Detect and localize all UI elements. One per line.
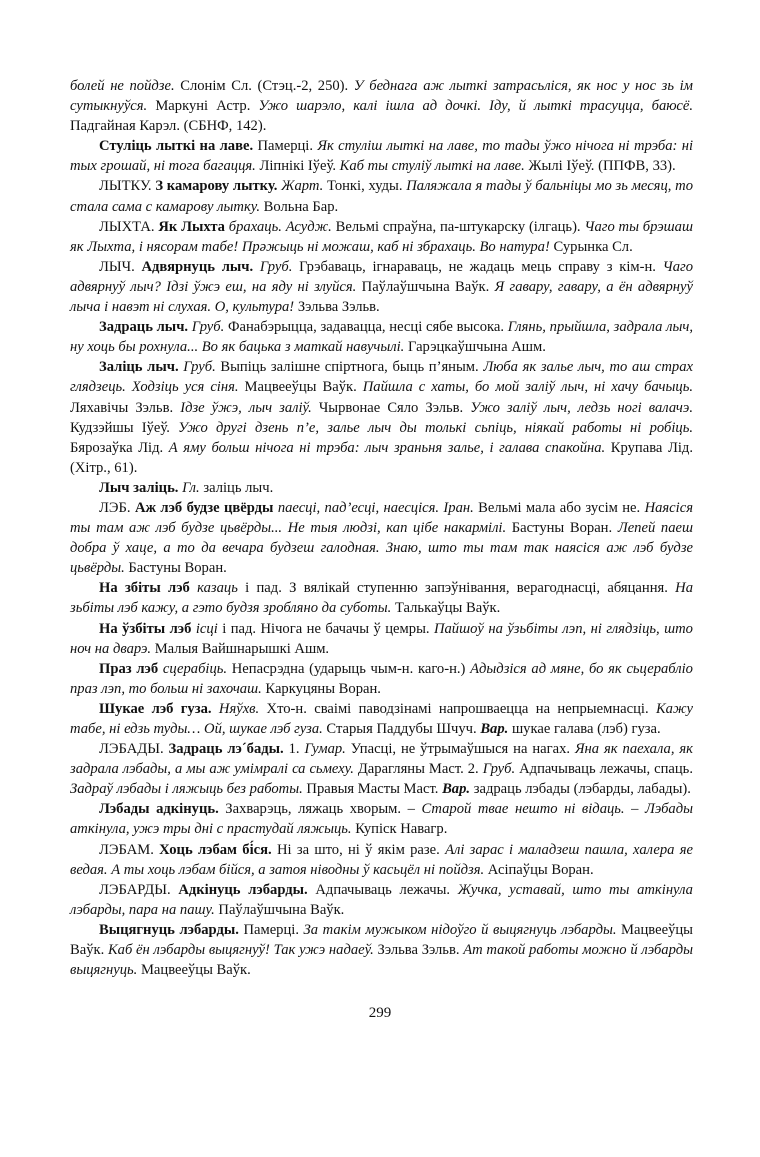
dictionary-entry xyxy=(70,217,693,257)
entry-example: Каб ты стуліў лыткі на лаве. xyxy=(339,158,525,175)
entry-headword: З камарову лытку. xyxy=(155,178,278,195)
entry-text: Сурынка Сл. xyxy=(549,238,633,255)
entry-example: сцерабіць. xyxy=(162,660,228,677)
dictionary-entry xyxy=(70,478,693,498)
entry-headword: Адвярнуць лыч. xyxy=(141,258,254,275)
entry-text: Адпачываць лежачы. xyxy=(307,881,458,898)
entry-text: Непасрэдна (ударыць чым-н. каго-н.) xyxy=(227,660,471,677)
entry-text: Жылі Іўеў. (ППФВ, 33). xyxy=(524,158,676,175)
entry-text: Бастуны Воран. xyxy=(124,560,227,577)
entry-example: Жарт. xyxy=(281,178,324,195)
entry-example: Алі зарас і маладзеш пашла, халера яе ведая. А ты хоць лэбам бійся, а затоя ніводны ў касьцёл ні пойдзя. xyxy=(70,841,693,878)
entry-text: Гарэцкаўшчына Ашм. xyxy=(404,339,546,356)
entry-example: Ат такой работы можно й лэбарды выцягнуць. xyxy=(70,942,693,979)
entry-headword: Шукае лэб гуза. xyxy=(99,700,212,717)
dictionary-entry xyxy=(70,176,693,216)
entry-example: брахаць. Асудж. xyxy=(228,218,332,235)
entry-example: Як стуліш лыткі на лаве, то тады ўжо нічога ні трэба: ні тых грошай, ні тога багацця. xyxy=(70,138,694,175)
entry-example: Наясіся ты там аж лэб будзе цьвёрды... Не тыя людзі, кап цібе накармілі. xyxy=(70,499,693,537)
entry-text: Дарагляны Маст. 2. xyxy=(353,761,483,778)
entry-example: казаць xyxy=(197,580,238,597)
dictionary-entry xyxy=(70,257,693,317)
entry-text: Паўлаўшчына Ваўк. xyxy=(356,278,495,295)
entry-headword: Лэбады адкінуць. xyxy=(99,801,219,818)
entry-example: Груб. xyxy=(482,761,516,778)
dictionary-entry xyxy=(70,578,693,618)
variant-label: Вар. xyxy=(442,781,471,798)
dictionary-entry xyxy=(70,880,693,920)
entry-text: Крупава Лід. (Хітр., 61). xyxy=(70,439,693,476)
dictionary-entry xyxy=(70,840,693,880)
entry-text: ЛЭБАРДЫ. xyxy=(99,881,179,898)
entry-text: ЛЭБ. xyxy=(99,499,135,516)
entry-text: ЛЫХТА. xyxy=(99,218,159,235)
entry-text: Вельмі мала або зусім не. xyxy=(473,499,645,516)
entry-example: Чаго адвярнуў лыч? Ідзі ўжэ еш, на яду ні злуйся. xyxy=(70,258,694,295)
entry-text: Памерці. xyxy=(238,921,304,938)
entry-example: Глянь, прыйшла, задрала лыч, ну хоць бы рохнула... Во як бацька з маткай навучылі. xyxy=(70,319,693,356)
dictionary-page-body xyxy=(70,76,693,980)
entry-text: Тонкі, худы. xyxy=(323,178,407,195)
dictionary-entry xyxy=(70,699,693,739)
entry-example: Адыдзіся ад мяне, бо як сьцерабліо праз лэп, то больш ні захочаш. xyxy=(70,660,693,697)
entry-text: Маркуні Астр. xyxy=(147,98,259,115)
entry-headword: Адкінуць лэбарды. xyxy=(178,881,308,898)
entry-text: Мацвееўцы Ваўк. xyxy=(70,921,693,959)
entry-text xyxy=(212,701,219,717)
dictionary-entry xyxy=(70,498,693,578)
dictionary-entry xyxy=(70,739,693,799)
dictionary-entry xyxy=(70,136,693,176)
entry-example: паесці, пад’есці, наесціся. Іран. xyxy=(277,499,474,516)
entry-text: Кудзэйшы Іўеў. xyxy=(70,419,179,436)
entry-text: Зэльва Зэльв. xyxy=(294,299,380,316)
entry-example: Груб. xyxy=(259,258,293,275)
entry-headword: Як Лыхта xyxy=(158,218,225,235)
entry-example: болей не пойдзе. xyxy=(70,78,175,94)
entry-example: Ужо заліў лыч, ледзь ногі валачэ. xyxy=(470,399,693,416)
entry-example: Люба як залье лыч, то аш страх глядзець. Ходзіць уся сіня. xyxy=(70,359,693,396)
entry-example: Гл. xyxy=(182,479,200,496)
entry-example: Каб ён лэбарды выцягнуў! Так ужэ надаеў. xyxy=(107,942,374,959)
variant-label: Вар. xyxy=(480,721,509,737)
entry-text: Вельмі спраўна, па-штукарску (ілгаць). xyxy=(331,218,585,235)
entry-headword: Выцягнуць лэбарды. xyxy=(99,921,239,938)
entry-example: А яму больш нічога ні трэба: лыч зраньня залье, і галава спакойна. xyxy=(168,439,606,456)
entry-text: заліць лыч. xyxy=(199,479,274,496)
entry-text: ЛЫЧ. xyxy=(99,258,142,275)
entry-example: У беднага аж лыткі затрасьліся, як нос у нос зь ім сутыкнуўся. xyxy=(70,78,693,115)
entry-text: Памерці. xyxy=(253,138,318,155)
entry-text: Мацвееўцы Ваўк. xyxy=(137,962,251,979)
entry-headword: Хоць лэбам бі́ся. xyxy=(159,841,272,858)
entry-text: Упасці, не ўтрымаўшыся на нагах. xyxy=(345,741,575,758)
entry-example: Яна як паехала, як задрала лэбады, а мы аж умімралі са сьмеху. xyxy=(70,741,693,778)
entry-example: Пайшла с хаты, бо мой заліў лыч, ні хачу бачыць. xyxy=(362,379,693,396)
entry-headword: Праз лэб xyxy=(99,660,159,677)
dictionary-entry xyxy=(70,659,693,699)
entry-example: За такім мужыком нідоўго й выцягнуць лэбарды. xyxy=(303,921,617,938)
entry-example: Ідзе ўжэ, лыч заліў. xyxy=(180,399,312,416)
entry-example: Кажу табе, ні едзь туды… Ой, шукае лэб гуза. xyxy=(70,700,693,737)
entry-text: Вольна Бар. xyxy=(260,198,339,215)
entry-text: Асіпаўцы Воран. xyxy=(484,861,594,878)
entry-headword: На збіты лэб xyxy=(99,580,190,597)
entry-text: Бастуны Воран. xyxy=(506,520,618,537)
entry-example: Груб. xyxy=(183,359,216,376)
entry-example: Няўхв. xyxy=(218,700,260,717)
entry-text: ЛЭБАМ. xyxy=(99,841,160,858)
entry-headword: На ўзбіты лэб xyxy=(99,620,192,637)
entry-text: задраць лэбады (лэбарды, лабады). xyxy=(470,781,691,798)
entry-text: Мацвееўцы Ваўк. xyxy=(238,379,363,396)
dictionary-entry xyxy=(70,799,693,839)
entry-text: ЛЫТКУ. xyxy=(99,178,156,195)
entry-text: Старыя Паддубы Шчуч. xyxy=(322,721,481,737)
entry-text: Слонім Сл. (Стэц.-2, 250). xyxy=(174,78,354,94)
entry-headword: Заліць лыч. xyxy=(99,359,179,376)
entry-example: Жучка, уставай, што ты аткінула лэбарды, пара на пашу. xyxy=(70,881,693,918)
entry-text: шукае галава (лэб) гуза. xyxy=(508,721,661,737)
entry-example: ісці xyxy=(195,620,218,637)
entry-text: Ліпнікі Іўеў. xyxy=(255,158,340,175)
entry-text: Захварэць, ляжаць хворым. – xyxy=(218,801,422,818)
entry-text: Ні за што, ні ў якім разе. xyxy=(271,841,446,858)
entry-example: Груб. xyxy=(191,319,225,336)
entry-text: Выпіць залішне спіртнога, быць п’яным. xyxy=(215,359,484,376)
entry-example: Гумар. xyxy=(304,741,346,758)
entry-text: Паўлаўшчына Ваўк. xyxy=(214,901,345,918)
entry-text: Каркуцяны Воран. xyxy=(261,680,381,697)
dictionary-entry xyxy=(70,317,693,357)
entry-example: Задраў лэбады і ляжыць без работы. xyxy=(70,781,303,798)
entry-text: і пад. Нічога не бачачы ў цемры. xyxy=(217,620,434,637)
entry-text: Хто-н. сваімі паводзінамі напрошваецца на непрыемнасці. xyxy=(259,700,656,717)
entry-text: Бярозаўка Лід. xyxy=(70,439,169,456)
entry-text: Ляхавічы Зэльв. xyxy=(70,399,181,416)
entry-headword: Стуліць лыткі на лаве. xyxy=(99,138,254,155)
entry-example: Ужо шарэло, калі ішла ад дочкі. Іду, й лыткі трасуцца, баюсё. xyxy=(258,98,693,115)
entry-text: Падгайная Карэл. (СБНФ, 142). xyxy=(70,118,267,135)
entry-example: На зьбіты лэб кажу, а гэто будзя зробляно да суботы. xyxy=(70,580,694,617)
entry-example: Я гавару, гавару, а ён адвярнуў лыча і навэт ні слухая. О, культура! xyxy=(70,278,694,316)
entry-example: Чаго ты брэшаш як Лыхта, і нясорам табе! Прəжыць ні можаш, каб ні збрахаць. Во натура! xyxy=(70,218,693,255)
dictionary-entry xyxy=(70,619,693,659)
entry-text xyxy=(253,259,260,275)
entry-headword: Задраць лэ´бады. xyxy=(168,741,284,758)
entry-text: Талькаўцы Ваўк. xyxy=(391,600,501,617)
entry-example: Ужо другі дзень п’е, залье лыч ды толькі сьпіць, ніякай работы ні робіць. xyxy=(178,419,693,436)
page-number: 299 xyxy=(368,1005,392,1021)
entry-headword: Задраць лыч. xyxy=(99,319,189,336)
entry-text: Малыя Вайшнарышкі Ашм. xyxy=(151,640,330,657)
dictionary-entry xyxy=(70,357,693,478)
entry-example: Старой твае нешто ні відаць. – Лэбады аткінула, ужэ тры дні с прастудай ляжыць. xyxy=(70,801,693,838)
entry-text: Адпачываць лежачы, спаць. xyxy=(515,761,693,778)
entry-text: Чырвонае Сяло Зэльв. xyxy=(311,399,471,416)
entry-text: Правыя Масты Маст. xyxy=(302,781,443,798)
entry-text: Купіск Навагр. xyxy=(351,821,448,838)
dictionary-entry xyxy=(70,920,693,980)
entry-example: Пайшоў на ўзьбіты лэп, ні глядзіць, што ноч на дварэ. xyxy=(70,620,693,657)
entry-text: Зэльва Зэльв. xyxy=(373,942,464,959)
entry-headword: Аж лэб будзе цвёрды xyxy=(134,499,274,516)
entry-text: Грэбаваць, ігнараваць, не жадаць мець справу з кім-н. xyxy=(292,258,663,275)
entry-text: і пад. З вялікай ступенню запэўнівання, верагоднасці, абяцання. xyxy=(237,580,676,597)
entry-example: Паляжала я тады ў бальніцы мо зь месяц, то стала сама с камарову лытку. xyxy=(70,178,693,215)
entry-example: Лепей паеш добра ў хаце, а то да вечара будзеш галодная. Знаю, што ты там так наясіся аж лэб будзе цьвёрды. xyxy=(70,520,693,577)
entry-text: ЛЭБАДЫ. xyxy=(99,741,169,758)
dictionary-entry xyxy=(70,76,693,136)
entry-text: 1. xyxy=(283,741,305,758)
entry-text: Фанабэрыцца, задавацца, несці сябе высока. xyxy=(224,319,508,336)
entry-headword: Лыч заліць. xyxy=(99,479,179,496)
